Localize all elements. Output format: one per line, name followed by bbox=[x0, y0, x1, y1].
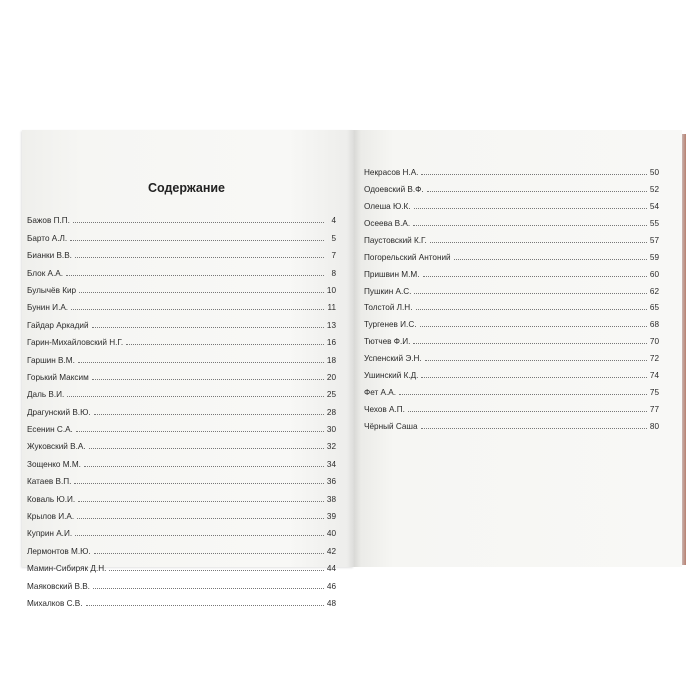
toc-dot-leader bbox=[78, 500, 324, 502]
toc-entry-page: 68 bbox=[649, 320, 659, 330]
toc-entry bbox=[27, 451, 336, 468]
toc-entry bbox=[27, 243, 336, 260]
toc-entry-author: Жуковский В.А. bbox=[27, 442, 86, 452]
toc-dot-leader bbox=[92, 326, 324, 328]
toc-entry-author: Пришвин М.М. bbox=[364, 269, 420, 279]
toc-entry-author: Михалков С.В. bbox=[27, 598, 83, 608]
toc-entry-page: 25 bbox=[326, 390, 336, 400]
toc-entry-page: 8 bbox=[331, 268, 336, 278]
toc-entry-page: 52 bbox=[649, 184, 659, 194]
toc-dot-leader bbox=[71, 308, 324, 310]
toc-entry-author: Есенин С.А. bbox=[27, 425, 73, 435]
toc-entry-author: Одоевский В.Ф. bbox=[364, 184, 424, 194]
toc-dot-leader bbox=[430, 241, 647, 243]
toc-entry-author: Крылов И.А. bbox=[27, 512, 75, 522]
toc-dot-leader bbox=[408, 410, 647, 412]
toc-entry-page: 11 bbox=[327, 303, 336, 313]
toc-dot-leader bbox=[413, 224, 647, 226]
toc-entry bbox=[364, 363, 659, 380]
toc-entry-page: 59 bbox=[649, 252, 659, 262]
toc-dot-leader bbox=[109, 569, 324, 571]
toc-dot-leader bbox=[416, 308, 648, 310]
toc-entry bbox=[27, 260, 336, 277]
toc-entry-page: 30 bbox=[326, 425, 336, 435]
toc-entry-author: Горький Максим bbox=[27, 372, 89, 382]
toc-entry bbox=[364, 380, 659, 397]
toc-dot-leader bbox=[74, 482, 324, 484]
toc-entry-author: Драгунский В.Ю. bbox=[27, 407, 91, 417]
toc-entry bbox=[27, 382, 336, 399]
toc-dot-leader bbox=[425, 359, 647, 361]
toc-entry-author: Пушкин А.С. bbox=[364, 286, 412, 296]
toc-dot-leader bbox=[73, 221, 324, 223]
toc-entry-page: 57 bbox=[649, 235, 659, 245]
toc-entry-author: Маяковский В.В. bbox=[27, 581, 90, 591]
toc-entry-author: Паустовский К.Г. bbox=[364, 235, 427, 245]
toc-list-right bbox=[364, 160, 659, 431]
toc-entry-page: 38 bbox=[326, 494, 336, 504]
toc-entry bbox=[27, 312, 336, 329]
open-book bbox=[22, 130, 688, 608]
toc-dot-leader bbox=[454, 258, 647, 260]
toc-entry-page: 34 bbox=[326, 459, 336, 469]
toc-dot-leader bbox=[423, 275, 648, 277]
toc-dot-leader bbox=[421, 173, 647, 175]
toc-entry bbox=[27, 591, 336, 608]
toc-entry-author: Тютчев Ф.И. bbox=[364, 337, 411, 347]
toc-entry-author: Гарин-Михайловский Н.Г. bbox=[27, 338, 124, 348]
toc-entry bbox=[27, 556, 336, 573]
toc-entry-page: 16 bbox=[326, 338, 336, 348]
toc-entry bbox=[27, 538, 336, 555]
toc-entry bbox=[27, 365, 336, 382]
page-edge bbox=[682, 134, 686, 565]
toc-entry-page: 50 bbox=[649, 167, 659, 177]
toc-entry-page: 77 bbox=[649, 405, 659, 415]
toc-entry-page: 13 bbox=[326, 320, 336, 330]
toc-entry bbox=[364, 211, 659, 228]
toc-entry-author: Тургенев И.С. bbox=[364, 320, 417, 330]
toc-dot-leader bbox=[77, 517, 324, 519]
toc-entry bbox=[27, 504, 336, 521]
toc-entry-page: 60 bbox=[649, 269, 659, 279]
toc-entry bbox=[27, 486, 336, 503]
toc-entry bbox=[27, 295, 336, 312]
toc-entry-author: Осеева В.А. bbox=[364, 218, 411, 228]
toc-dot-leader bbox=[66, 274, 324, 276]
toc-entry-page: 32 bbox=[326, 442, 336, 452]
toc-entry-author: Куприн А.И. bbox=[27, 529, 73, 539]
toc-entry-page: 40 bbox=[326, 529, 336, 539]
toc-entry-author: Гайдар Аркадий bbox=[27, 320, 89, 330]
toc-entry-page: 18 bbox=[326, 355, 336, 365]
toc-entry bbox=[27, 278, 336, 295]
toc-entry bbox=[364, 312, 659, 329]
toc-entry bbox=[27, 225, 336, 242]
toc-entry-page: 7 bbox=[331, 251, 336, 261]
toc-entry bbox=[364, 397, 659, 414]
toc-dot-leader bbox=[414, 207, 647, 209]
toc-entry-author: Барто А.Л. bbox=[27, 233, 68, 243]
toc-entry bbox=[27, 469, 336, 486]
toc-entry-author: Мамин-Сибиряк Д.Н. bbox=[27, 564, 107, 574]
toc-dot-leader bbox=[427, 190, 647, 192]
toc-entry bbox=[364, 346, 659, 363]
toc-dot-leader bbox=[94, 413, 324, 415]
book-gutter bbox=[347, 130, 361, 567]
toc-entry bbox=[27, 521, 336, 538]
toc-entry-page: 70 bbox=[649, 337, 659, 347]
toc-entry bbox=[364, 414, 659, 431]
toc-entry bbox=[27, 399, 336, 416]
toc-entry-author: Ушинский К.Д. bbox=[364, 371, 419, 381]
toc-entry-author: Булычёв Кир bbox=[27, 285, 77, 295]
toc-entry-page: 36 bbox=[326, 477, 336, 487]
toc-entry-page: 10 bbox=[326, 285, 336, 295]
toc-entry-page: 28 bbox=[326, 407, 336, 417]
toc-entry bbox=[27, 417, 336, 434]
toc-entry-page: 5 bbox=[331, 233, 336, 243]
toc-dot-leader bbox=[78, 361, 324, 363]
toc-dot-leader bbox=[421, 427, 648, 429]
toc-dot-leader bbox=[89, 447, 324, 449]
toc-entry-author: Даль В.И. bbox=[27, 390, 65, 400]
left-page bbox=[22, 130, 354, 608]
toc-entry-author: Успенский Э.Н. bbox=[364, 354, 422, 364]
toc-entry-author: Чехов А.П. bbox=[364, 405, 405, 415]
toc-dot-leader bbox=[94, 552, 324, 554]
toc-entry-page: 48 bbox=[326, 598, 336, 608]
toc-entry bbox=[27, 573, 336, 590]
toc-entry-page: 80 bbox=[649, 422, 659, 431]
toc-entry bbox=[364, 245, 659, 262]
toc-entry-author: Толстой Л.Н. bbox=[364, 303, 413, 313]
toc-entry-page: 20 bbox=[326, 372, 336, 382]
toc-dot-leader bbox=[76, 430, 324, 432]
toc-dot-leader bbox=[75, 256, 324, 258]
toc-dot-leader bbox=[92, 378, 324, 380]
toc-entry-author: Погорельский Антоний bbox=[364, 252, 451, 262]
toc-entry bbox=[364, 296, 659, 313]
toc-entry-page: 54 bbox=[649, 201, 659, 211]
toc-dot-leader bbox=[126, 343, 324, 345]
toc-entry bbox=[27, 347, 336, 364]
toc-entry bbox=[364, 160, 659, 177]
toc-entry-author: Бианки В.В. bbox=[27, 251, 72, 261]
toc-entry bbox=[364, 177, 659, 194]
toc-entry bbox=[364, 279, 659, 296]
toc-entry-author: Бажов П.П. bbox=[27, 216, 70, 226]
toc-entry-author: Фет А.А. bbox=[364, 388, 397, 398]
toc-dot-leader bbox=[86, 604, 324, 606]
contents-title: Содержание bbox=[148, 181, 226, 195]
toc-entry-author: Катаев В.П. bbox=[27, 477, 72, 487]
toc-entry-author: Блок А.А. bbox=[27, 268, 64, 278]
toc-dot-leader bbox=[399, 393, 647, 395]
toc-entry-author: Олеша Ю.К. bbox=[364, 201, 411, 211]
toc-entry-author: Коваль Ю.И. bbox=[27, 494, 76, 504]
toc-dot-leader bbox=[420, 325, 647, 327]
toc-dot-leader bbox=[70, 239, 324, 241]
toc-dot-leader bbox=[414, 292, 647, 294]
toc-entry-author: Зощенко М.М. bbox=[27, 459, 81, 469]
toc-dot-leader bbox=[421, 376, 647, 378]
toc-entry bbox=[27, 208, 336, 225]
toc-dot-leader bbox=[84, 465, 324, 467]
toc-entry-author: Чёрный Саша bbox=[364, 422, 418, 431]
toc-entry bbox=[364, 262, 659, 279]
toc-entry bbox=[27, 330, 336, 347]
toc-entry bbox=[364, 228, 659, 245]
toc-entry-page: 55 bbox=[649, 218, 659, 228]
toc-list-left bbox=[27, 208, 336, 608]
toc-entry-page: 72 bbox=[649, 354, 659, 364]
toc-dot-leader bbox=[79, 291, 324, 293]
toc-entry-page: 4 bbox=[331, 216, 336, 226]
toc-entry-page: 62 bbox=[649, 286, 659, 296]
right-page bbox=[354, 130, 682, 567]
toc-entry-page: 46 bbox=[326, 581, 336, 591]
toc-entry bbox=[364, 329, 659, 346]
toc-entry-page: 44 bbox=[326, 564, 336, 574]
toc-entry-page: 75 bbox=[649, 388, 659, 398]
toc-entry bbox=[364, 194, 659, 211]
toc-entry-page: 39 bbox=[326, 512, 336, 522]
toc-entry-author: Некрасов Н.А. bbox=[364, 167, 419, 177]
toc-entry-author: Лермонтов М.Ю. bbox=[27, 546, 91, 556]
toc-dot-leader bbox=[93, 587, 324, 589]
toc-entry-page: 74 bbox=[649, 371, 659, 381]
toc-dot-leader bbox=[75, 534, 324, 536]
toc-entry-page: 42 bbox=[326, 546, 336, 556]
toc-entry bbox=[27, 434, 336, 451]
toc-dot-leader bbox=[67, 395, 324, 397]
toc-entry-author: Бунин И.А. bbox=[27, 303, 69, 313]
toc-entry-page: 65 bbox=[649, 303, 659, 313]
toc-entry-author: Гаршин В.М. bbox=[27, 355, 75, 365]
toc-dot-leader bbox=[413, 342, 647, 344]
